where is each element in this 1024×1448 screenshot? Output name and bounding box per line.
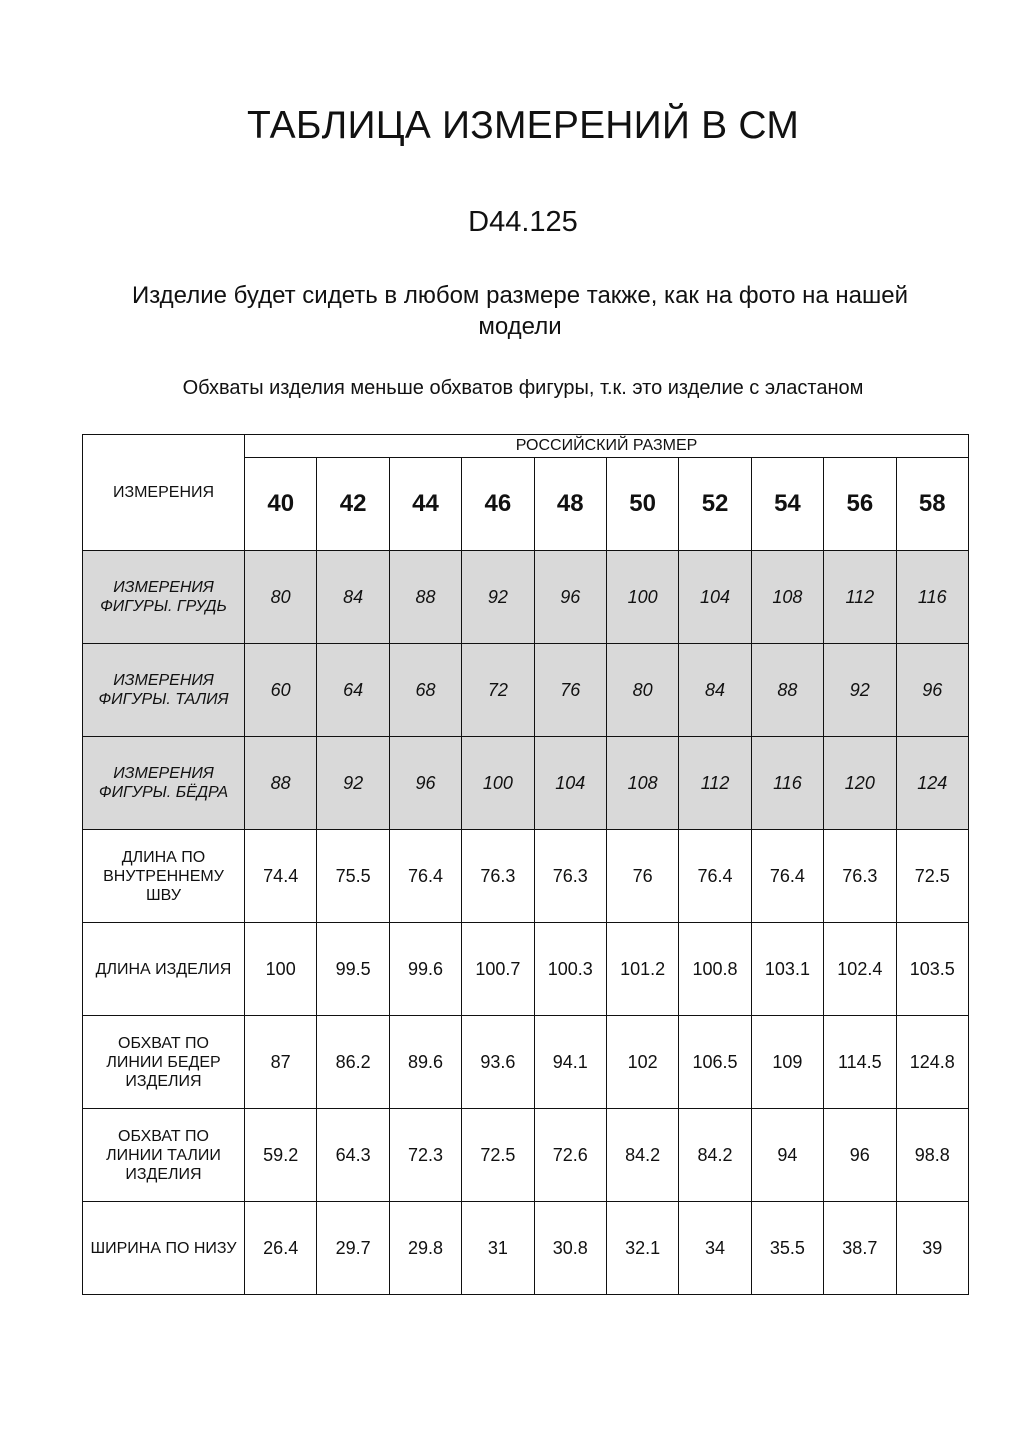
table-cell: 72.5 [896, 830, 969, 923]
table-cell: 26.4 [245, 1202, 317, 1295]
row-label: ИЗМЕРЕНИЯ ФИГУРЫ. ГРУДЬ [83, 551, 245, 644]
table-cell: 124.8 [896, 1016, 969, 1109]
table-cell: 100.7 [462, 923, 534, 1016]
table-cell: 112 [679, 737, 751, 830]
table-row [83, 551, 969, 644]
table-cell: 32.1 [606, 1202, 678, 1295]
table-cell: 88 [245, 737, 317, 830]
table-cell: 64 [317, 644, 389, 737]
table-cell: 80 [606, 644, 678, 737]
table-cell: 92 [317, 737, 389, 830]
table-row [83, 923, 969, 1016]
table-cell: 74.4 [245, 830, 317, 923]
table-cell: 76 [534, 644, 606, 737]
size-header-54: 54 [751, 458, 823, 551]
table-cell: 100.8 [679, 923, 751, 1016]
row-label: ШИРИНА ПО НИЗУ [83, 1202, 245, 1295]
table-cell: 109 [751, 1016, 823, 1109]
table-cell: 60 [245, 644, 317, 737]
table-cell: 92 [462, 551, 534, 644]
table-cell: 72 [462, 644, 534, 737]
size-header-40: 40 [245, 458, 317, 551]
table-cell: 34 [679, 1202, 751, 1295]
table-cell: 114.5 [824, 1016, 896, 1109]
table-cell: 80 [245, 551, 317, 644]
table-cell: 76.4 [751, 830, 823, 923]
table-cell: 84.2 [606, 1109, 678, 1202]
table-cell: 102.4 [824, 923, 896, 1016]
russian-size-header: РОССИЙСКИЙ РАЗМЕР [245, 435, 969, 458]
row-label: ИЗМЕРЕНИЯ ФИГУРЫ. ТАЛИЯ [83, 644, 245, 737]
table-cell: 96 [534, 551, 606, 644]
table-cell: 88 [389, 551, 461, 644]
article-number: D44.125 [468, 206, 578, 238]
table-cell: 120 [824, 737, 896, 830]
table-cell: 101.2 [606, 923, 678, 1016]
table-cell: 76.4 [679, 830, 751, 923]
table-cell: 93.6 [462, 1016, 534, 1109]
table-cell: 103.5 [896, 923, 969, 1016]
table-cell: 108 [751, 551, 823, 644]
table-cell: 29.7 [317, 1202, 389, 1295]
row-label: ОБХВАТ ПО ЛИНИИ ТАЛИИ ИЗДЕЛИЯ [83, 1109, 245, 1202]
table-row [83, 830, 969, 923]
table-cell: 87 [245, 1016, 317, 1109]
table-cell: 39 [896, 1202, 969, 1295]
row-label: ИЗМЕРЕНИЯ ФИГУРЫ. БЁДРА [83, 737, 245, 830]
table-cell: 96 [824, 1109, 896, 1202]
table-cell: 30.8 [534, 1202, 606, 1295]
size-header-52: 52 [679, 458, 751, 551]
table-cell: 84 [317, 551, 389, 644]
table-cell: 116 [751, 737, 823, 830]
table-cell: 38.7 [824, 1202, 896, 1295]
table-cell: 35.5 [751, 1202, 823, 1295]
size-header-44: 44 [389, 458, 461, 551]
table-cell: 29.8 [389, 1202, 461, 1295]
table-cell: 31 [462, 1202, 534, 1295]
row-label: ДЛИНА ПО ВНУТРЕННЕМУ ШВУ [83, 830, 245, 923]
table-cell: 96 [389, 737, 461, 830]
fit-note: Изделие будет сидеть в любом размере также, как на фото на нашей модели [131, 282, 909, 340]
table-cell: 106.5 [679, 1016, 751, 1109]
table-row [83, 1202, 969, 1295]
table-cell: 99.6 [389, 923, 461, 1016]
table-cell: 59.2 [245, 1109, 317, 1202]
table-cell: 76.3 [534, 830, 606, 923]
table-row [83, 1109, 969, 1202]
size-header-56: 56 [824, 458, 896, 551]
table-cell: 75.5 [317, 830, 389, 923]
table-cell: 116 [896, 551, 969, 644]
elastane-note: Обхваты изделия меньше обхватов фигуры, т.к. это изделие с эластаном [182, 377, 864, 399]
table-cell: 124 [896, 737, 969, 830]
table-cell: 88 [751, 644, 823, 737]
table-cell: 100 [606, 551, 678, 644]
table-cell: 76.4 [389, 830, 461, 923]
table-cell: 72.3 [389, 1109, 461, 1202]
table-cell: 100 [462, 737, 534, 830]
table-row [83, 644, 969, 737]
table-cell: 96 [896, 644, 969, 737]
table-cell: 103.1 [751, 923, 823, 1016]
table-cell: 100.3 [534, 923, 606, 1016]
table-cell: 84.2 [679, 1109, 751, 1202]
table-cell: 68 [389, 644, 461, 737]
table-cell: 92 [824, 644, 896, 737]
table-cell: 72.6 [534, 1109, 606, 1202]
measurements-header: ИЗМЕРЕНИЯ [83, 435, 245, 551]
table-cell: 104 [679, 551, 751, 644]
table-cell: 99.5 [317, 923, 389, 1016]
size-table [82, 434, 969, 1295]
table-cell: 108 [606, 737, 678, 830]
table-cell: 112 [824, 551, 896, 644]
size-header-46: 46 [462, 458, 534, 551]
table-cell: 72.5 [462, 1109, 534, 1202]
row-label: ДЛИНА ИЗДЕЛИЯ [83, 923, 245, 1016]
table-cell: 102 [606, 1016, 678, 1109]
table-cell: 86.2 [317, 1016, 389, 1109]
table-cell: 94.1 [534, 1016, 606, 1109]
table-cell: 100 [245, 923, 317, 1016]
table-cell: 76.3 [462, 830, 534, 923]
table-cell: 76.3 [824, 830, 896, 923]
page-title: ТАБЛИЦА ИЗМЕРЕНИЙ В СМ [246, 104, 800, 147]
size-header-50: 50 [606, 458, 678, 551]
size-table-body [83, 551, 969, 1295]
size-header-58: 58 [896, 458, 969, 551]
table-cell: 89.6 [389, 1016, 461, 1109]
row-label: ОБХВАТ ПО ЛИНИИ БЕДЕР ИЗДЕЛИЯ [83, 1016, 245, 1109]
table-row [83, 1016, 969, 1109]
table-row [83, 737, 969, 830]
table-cell: 94 [751, 1109, 823, 1202]
table-cell: 64.3 [317, 1109, 389, 1202]
table-cell: 98.8 [896, 1109, 969, 1202]
table-cell: 84 [679, 644, 751, 737]
table-cell: 76 [606, 830, 678, 923]
size-header-42: 42 [317, 458, 389, 551]
size-header-48: 48 [534, 458, 606, 551]
table-cell: 104 [534, 737, 606, 830]
size-group-header-row [83, 435, 969, 458]
